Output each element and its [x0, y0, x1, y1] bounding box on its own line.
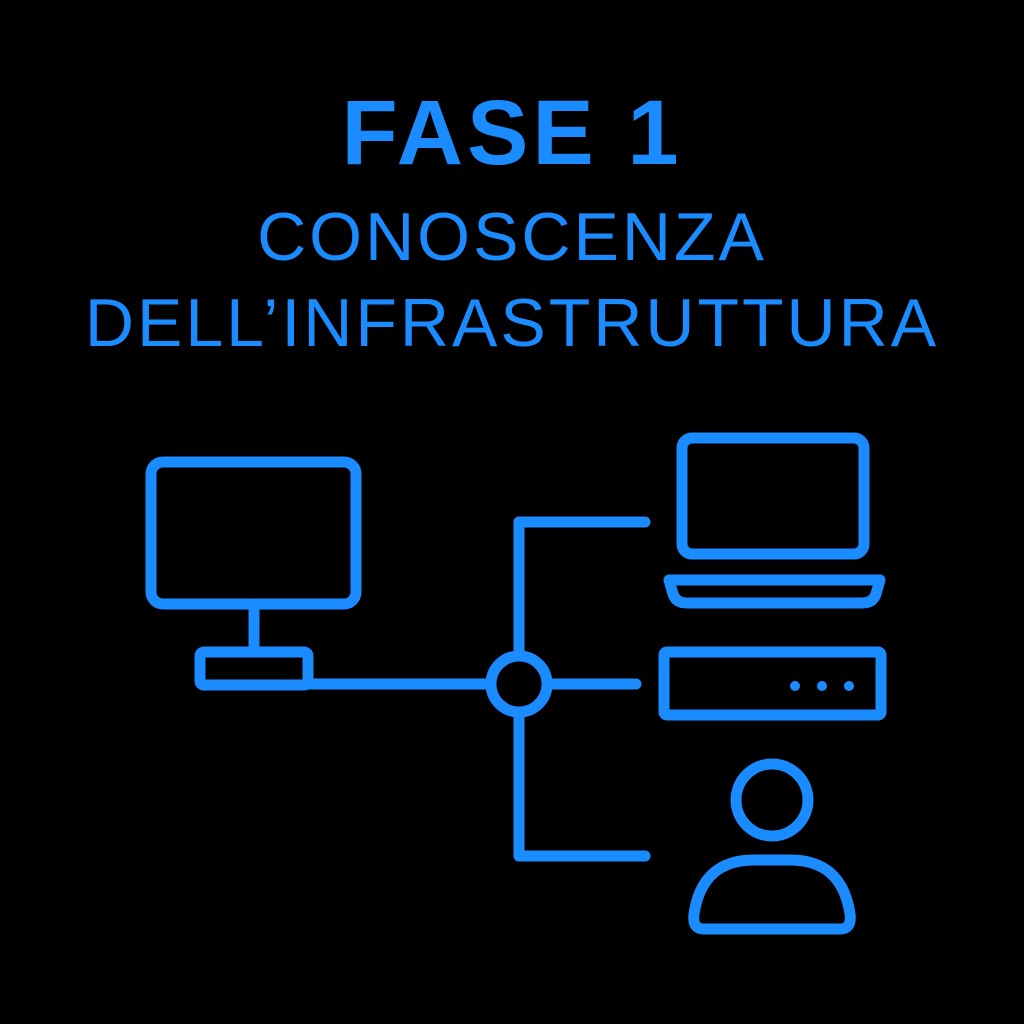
- laptop-base: [669, 580, 880, 603]
- server-led-3: [846, 683, 853, 690]
- subtitle-line-1: CONOSCENZA: [257, 199, 767, 275]
- monitor-screen: [151, 462, 356, 604]
- server-led-2: [819, 683, 826, 690]
- server-icon: [664, 652, 881, 715]
- monitor-base: [200, 652, 308, 685]
- user-head: [736, 764, 808, 836]
- user-body: [694, 860, 851, 929]
- subtitle-line-2: DELL’INFRASTRUTTURA: [84, 285, 940, 361]
- server-led-1: [792, 683, 799, 690]
- user-icon: [694, 764, 851, 929]
- laptop-screen: [682, 438, 864, 554]
- laptop-icon: [669, 438, 880, 603]
- phase-title: FASE 1: [341, 82, 683, 184]
- monitor-icon: [151, 462, 356, 685]
- hub-icon: [491, 656, 547, 712]
